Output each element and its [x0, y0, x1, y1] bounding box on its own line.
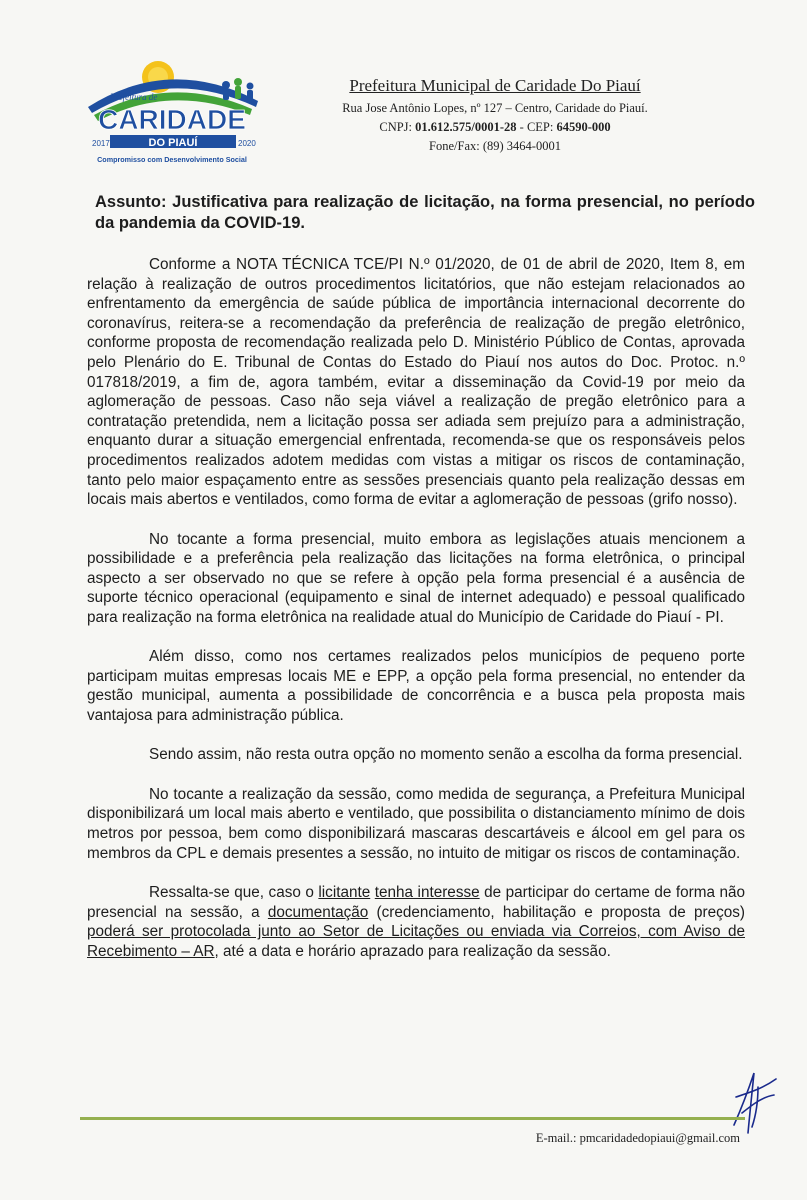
letterhead	[300, 76, 690, 156]
underlined-protocolo: poderá ser protocolada junto ao Setor de Licitações ou enviada via Correios, com Aviso de Recebimento – AR	[87, 923, 745, 960]
paragraph-nota-tecnica: Conforme a NOTA TÉCNICA TCE/PI N.º 01/2020, de 01 de abril de 2020, Item 8, em relação à realização de outros procedimentos licitatórios, que não estejam relacionados ao enfrentamento da emergência de saúde pública de importância internacional decorrente do coronavírus, reitera-se a recomendação da preferência de realização de pregão eletrônico, conforme proposta de recomendação realizada pelo D. Ministério Público de Contas, aprovada pelo Plenário do E. Tribunal de Contas do Estado do Piauí nos autos do Doc. Protoc. n.º 017818/2019, a fim de, agora também, evitar a disseminação da Covid-19 por meio da aglomeração de pessoas. Caso não seja viável a realização de pregão eletrônico para a contratação pretendida, nem a licitação possa ser adiada sem prejuízo para a administração, enquanto durar a situação emergencial enfrentada, recomenda-se que os responsáveis pelos procedimentos realizados adotem medidas com vistas a mitigar os riscos de contaminação, tanto pelo maior espaçamento entre as sessões presenciais quanto pela realização dessas em locais mais abertos e ventilados, como forma de evitar a aglomeração de pessoas (grifo nosso).	[87, 256, 745, 509]
paragraph-realizacao-sessao: No tocante a realização da sessão, como medida de segurança, a Prefeitura Municipal disponibilizará um local mais aberto e ventilado, que possibilita o distanciamento mínimo de dois metros por pessoa, bem como disponibilizará mascaras descartáveis e álcool em gel para os membros da CPL e demais presentes a sessão, no intuito de mitigar os riscos de contaminação.	[87, 785, 745, 862]
cep-label: - CEP:	[516, 120, 557, 134]
logo-year-right: 2020	[238, 139, 256, 148]
paragraph-forma-presencial: No tocante a forma presencial, muito embora as legislações atuais mencionem a possibilidade e a preferência pela realização das licitações na forma eletrônica, o principal aspecto a ser observado no que se refere à opção pela forma presencial é a ausência de suporte técnico operacional (equipamento e sinal de internet adequado) e pessoal qualificado para realização na forma eletrônica na realidade atual do Município de Caridade do Piauí - PI.	[87, 530, 745, 626]
paragraph-sendo-assim: Sendo assim, não resta outra opção no momento senão a escolha da forma presencial.	[149, 746, 743, 764]
people-figures-icon	[222, 78, 254, 100]
footer-email: E-mail.: pmcaridadedopiaui@gmail.com	[535, 1131, 740, 1145]
paragraph-ressalta	[87, 883, 745, 961]
cnpj-label: CNPJ:	[379, 120, 416, 134]
underlined-licitante: licitante	[318, 884, 371, 902]
letterhead-cnpj-cep	[300, 118, 690, 137]
underlined-tenha-interesse: tenha interesse	[374, 884, 480, 902]
text-run: (credenciamento, habilitação e proposta de preços)	[368, 903, 746, 921]
logo-banner: DO PIAUÍ	[148, 137, 198, 149]
document-body	[87, 255, 745, 981]
document-subject: Assunto: Justificativa para realização de licitação, na forma presencial, no período da pandemia da COVID-19.	[95, 193, 755, 232]
underlined-documentacao: documentação	[267, 903, 369, 921]
letterhead-title: Prefeitura Municipal de Caridade Do Piauí	[349, 76, 641, 95]
signature-mark	[728, 1067, 780, 1137]
logo-name: CARIDADE	[98, 104, 246, 135]
text-run: , até a data e horário aprazado para realização da sessão.	[214, 942, 611, 960]
text-run: Ressalta-se que, caso o	[149, 884, 319, 902]
municipality-logo	[80, 55, 265, 168]
letterhead-phone: Fone/Fax: (89) 3464-0001	[429, 139, 561, 153]
text-run: de participar do certame de forma não presencial na sessão, a	[87, 884, 745, 921]
cnpj-value: 01.612.575/0001-28	[415, 120, 517, 134]
cep-value: 64590-000	[556, 120, 611, 134]
paragraph-alem-disso: Além disso, como nos certames realizados pelos municípios de pequeno porte participam muitas empresas locais ME e EPP, a opção pela forma presencial, no entender da gestão municipal, aumenta a possibilidade de concorrência e a busca pela proposta mais vantajosa para administração pública.	[87, 648, 745, 725]
footer-rule	[80, 1117, 745, 1120]
logo-year-left: 2017	[92, 139, 110, 148]
letterhead-address: Rua Jose Antônio Lopes, nº 127 – Centro, Caridade do Piauí.	[342, 101, 648, 115]
logo-slogan: Compromisso com Desenvolvimento Social	[97, 155, 247, 164]
logo-prefix: Prefeitura de	[110, 92, 158, 102]
